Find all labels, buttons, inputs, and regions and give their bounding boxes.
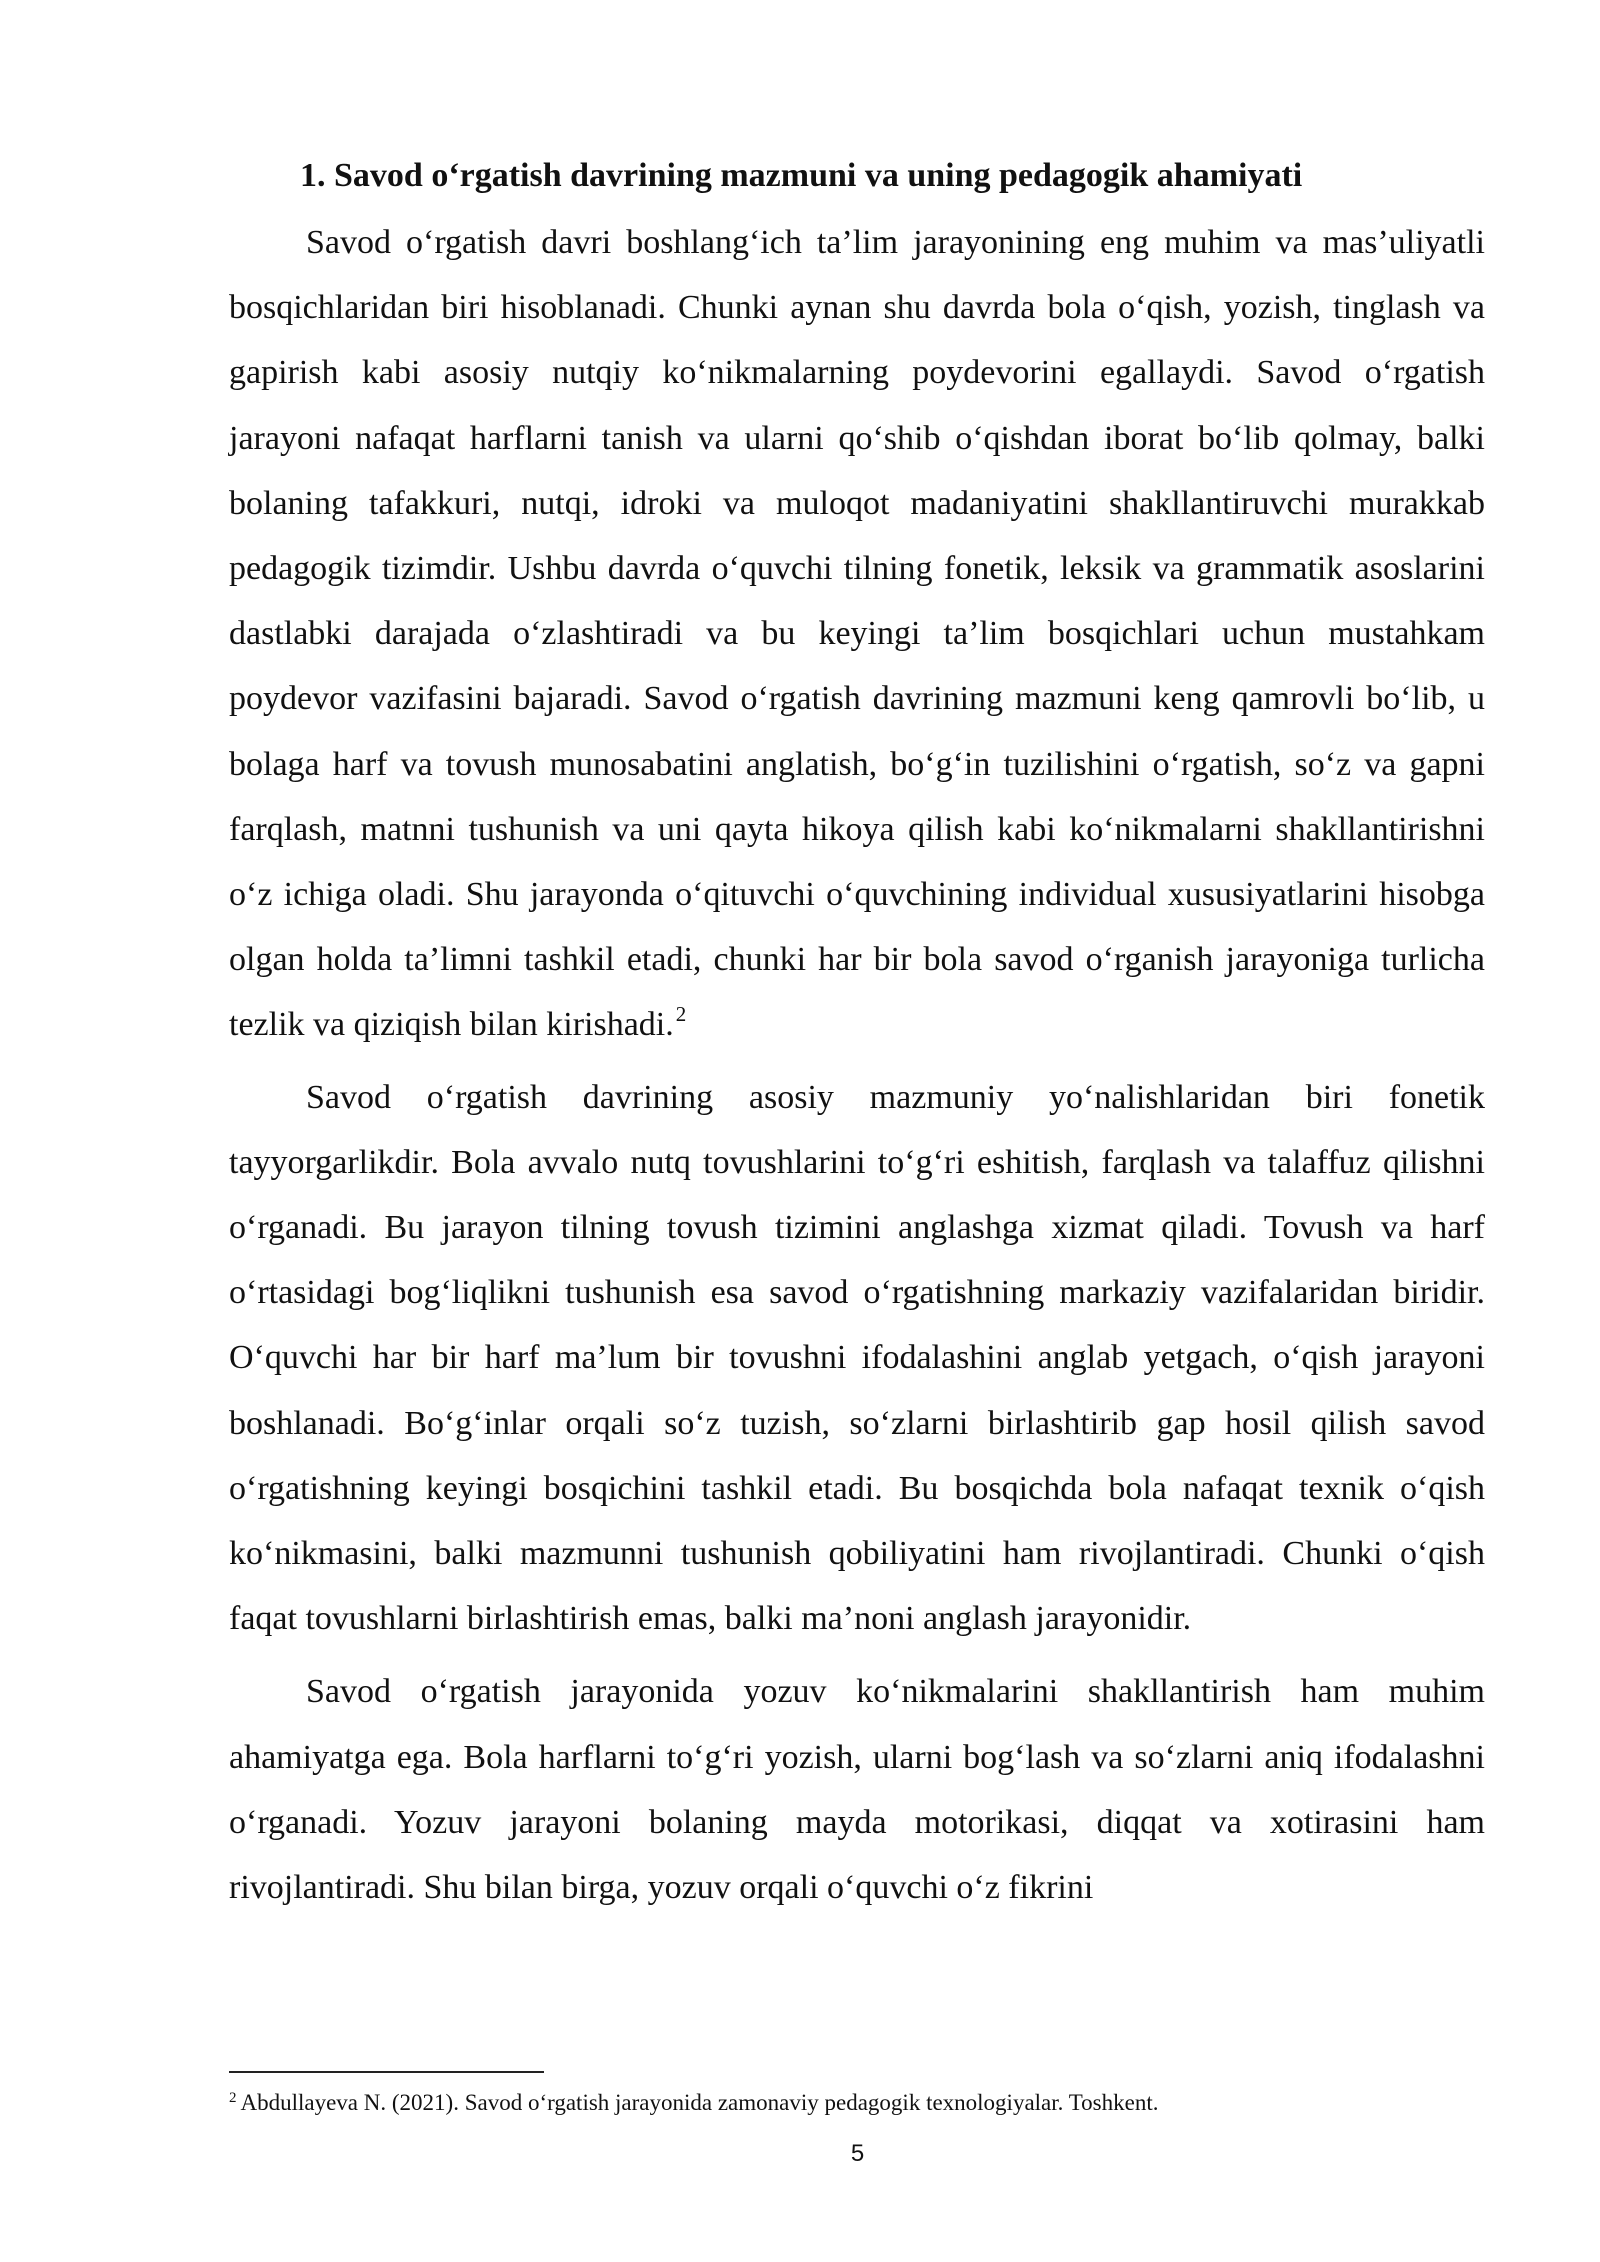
paragraph-3: Savod o‘rgatish jarayonida yozuv ko‘nikmalarini shakllantirish ham muhim ahamiyatga ega. Bola harflarni to‘g‘ri yozish, ularni bog‘lash va so‘zlarni aniq ifodalashni o‘rganadi. Yozuv jarayoni bolaning mayda motorikasi, diqqat va xotirasini ham rivojlantiradi. Shu bilan birga, yozuv orqali o‘quvchi o‘z fikrini xyxy=(229,1673,1485,1907)
footnote-number: 2 xyxy=(229,2090,237,2106)
footnote-reference[interactable]: 2 xyxy=(675,1002,687,1027)
footnote xyxy=(229,2083,1489,2118)
page-number: 5 xyxy=(850,2140,865,2167)
paragraph-2: Savod o‘rgatish davrining asosiy mazmuniy yo‘nalishlaridan biri fonetik tayyorgarlikdir. Bola avvalo nutq tovushlarini to‘g‘ri eshitish, farqlash va talaffuz qilishni o‘rganadi. Bu jarayon tilning tovush tizimini anglashga xizmat qiladi. Tovush va harf o‘rtasidagi bog‘liqlikni tushunish esa savod o‘rgatishning markaziy vazifalaridan biridir. O‘quvchi har bir harf ma’lum bir tovushni ifodalashini anglab yetgach, o‘qish jarayoni boshlanadi. Bo‘g‘inlar orqali so‘z tuzish, so‘zlarni birlashtirib gap hosil qilish savod o‘rgatishning keyingi bosqichini tashkil etadi. Bu bosqichda bola nafaqat texnik o‘qish ko‘nikmasini, balki mazmunni tushunish qobiliyatini ham rivojlantiradi. Chunki o‘qish faqat tovushlarni birlashtirish emas, balki ma’noni anglash jarayonidir. xyxy=(229,1078,1485,1638)
paragraph-1 xyxy=(229,210,1485,1058)
footnote-separator xyxy=(229,2071,544,2073)
section-heading: 1. Savod o‘rgatish davrining mazmuni va uning pedagogik ahamiyati xyxy=(300,157,1303,194)
body-text xyxy=(229,210,1485,1920)
paragraph-1-text: Savod o‘rgatish davri boshlang‘ich ta’lim jarayonining eng muhim va mas’uliyatli bosqichlaridan biri hisoblanadi. Chunki aynan shu davrda bola o‘qish, yozish, tinglash va gapirish kabi asosiy nutqiy ko‘nikmalarning poydevorini egallaydi. Savod o‘rgatish jarayoni nafaqat harflarni tanish va ularni qo‘shib o‘qishdan iborat bo‘lib qolmay, balki bolaning tafakkuri, nutqi, idroki va muloqot madaniyatini shakllantiruvchi murakkab pedagogik tizimdir. Ushbu davrda o‘quvchi tilning fonetik, leksik va grammatik asoslarini dastlabki darajada o‘zlashtiradi va bu keyingi ta’lim bosqichlari uchun mustahkam poydevor vazifasini bajaradi. Savod o‘rgatish davrining mazmuni keng qamrovli bo‘lib, u bolaga harf va tovush munosabatini anglatish, bo‘g‘in tuzilishini o‘rgatish, so‘z va gapni farqlash, matnni tushunish va uni qayta hikoya qilish kabi ko‘nikmalarni shakllantirishni o‘z ichiga oladi. Shu jarayonda o‘qituvchi o‘quvchining individual xususiyatlarini hisobga olgan holda ta’limni tashkil etadi, chunki har bir bola savod o‘rganish jarayoniga turlicha tezlik va qiziqish bilan kirishadi. xyxy=(229,224,1485,1044)
footnote-text: Abdullayeva N. (2021). Savod o‘rgatish jarayonida zamonaviy pedagogik texnologiyalar. Toshkent. xyxy=(240,2090,1159,2115)
